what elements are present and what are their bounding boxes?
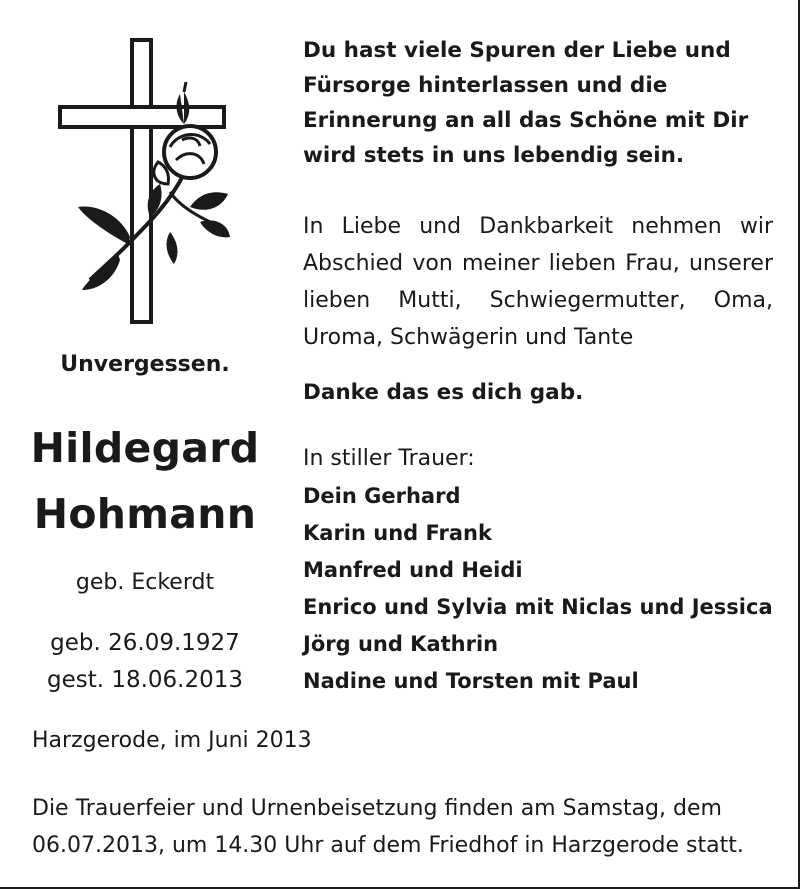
farewell-line: Uroma, Schwägerin und Tante <box>303 325 634 350</box>
mourner-name: Jörg und Kathrin <box>303 632 499 656</box>
mourner-name: Nadine und Torsten mit Paul <box>303 669 639 693</box>
farewell-text <box>303 208 773 356</box>
deceased-column <box>0 0 290 720</box>
notice-line: 06.07.2013, um 14.30 Uhr auf dem Friedhof in Harzgerode statt. <box>32 833 744 858</box>
first-name: Hildegard <box>30 424 260 472</box>
mourner-name: Dein Gerhard <box>303 484 461 508</box>
thanks-line: Danke das es dich gab. <box>303 380 584 405</box>
farewell-line: lieben Mutti, Schwiegermutter, Oma, <box>303 288 773 313</box>
memorial-verse <box>303 33 783 173</box>
mourner-name: Karin und Frank <box>303 521 492 545</box>
verse-line: Fürsorge hinterlassen und die <box>303 73 668 98</box>
funeral-notice <box>32 790 762 864</box>
farewell-line: In Liebe und Dankbarkeit nehmen wir <box>303 214 773 239</box>
mourning-title: In stiller Trauer: <box>303 446 475 471</box>
cross-with-rose-icon <box>50 32 235 332</box>
farewell-line: Abschied von meiner lieben Frau, unserer <box>303 251 773 276</box>
verse-line: Du hast viele Spuren der Liebe und <box>303 38 731 63</box>
place-date: Harzgerode, im Juni 2013 <box>32 728 312 753</box>
birth-name: geb. Eckerdt <box>75 570 215 595</box>
mourner-name: Enrico und Sylvia mit Niclas und Jessica <box>303 595 773 619</box>
notice-line: Die Trauerfeier und Urnenbeisetzung finden am Samstag, dem <box>32 796 722 821</box>
birth-date: geb. 26.09.1927 <box>50 630 240 656</box>
tagline: Unvergessen. <box>60 352 230 377</box>
verse-line: wird stets in uns lebendig sein. <box>303 143 685 168</box>
verse-line: Erinnerung an all das Schöne mit Dir <box>303 108 749 133</box>
last-name: Hohmann <box>33 490 257 538</box>
mourners-list <box>303 478 773 700</box>
mourner-name: Manfred und Heidi <box>303 558 523 582</box>
death-date: gest. 18.06.2013 <box>46 667 244 693</box>
